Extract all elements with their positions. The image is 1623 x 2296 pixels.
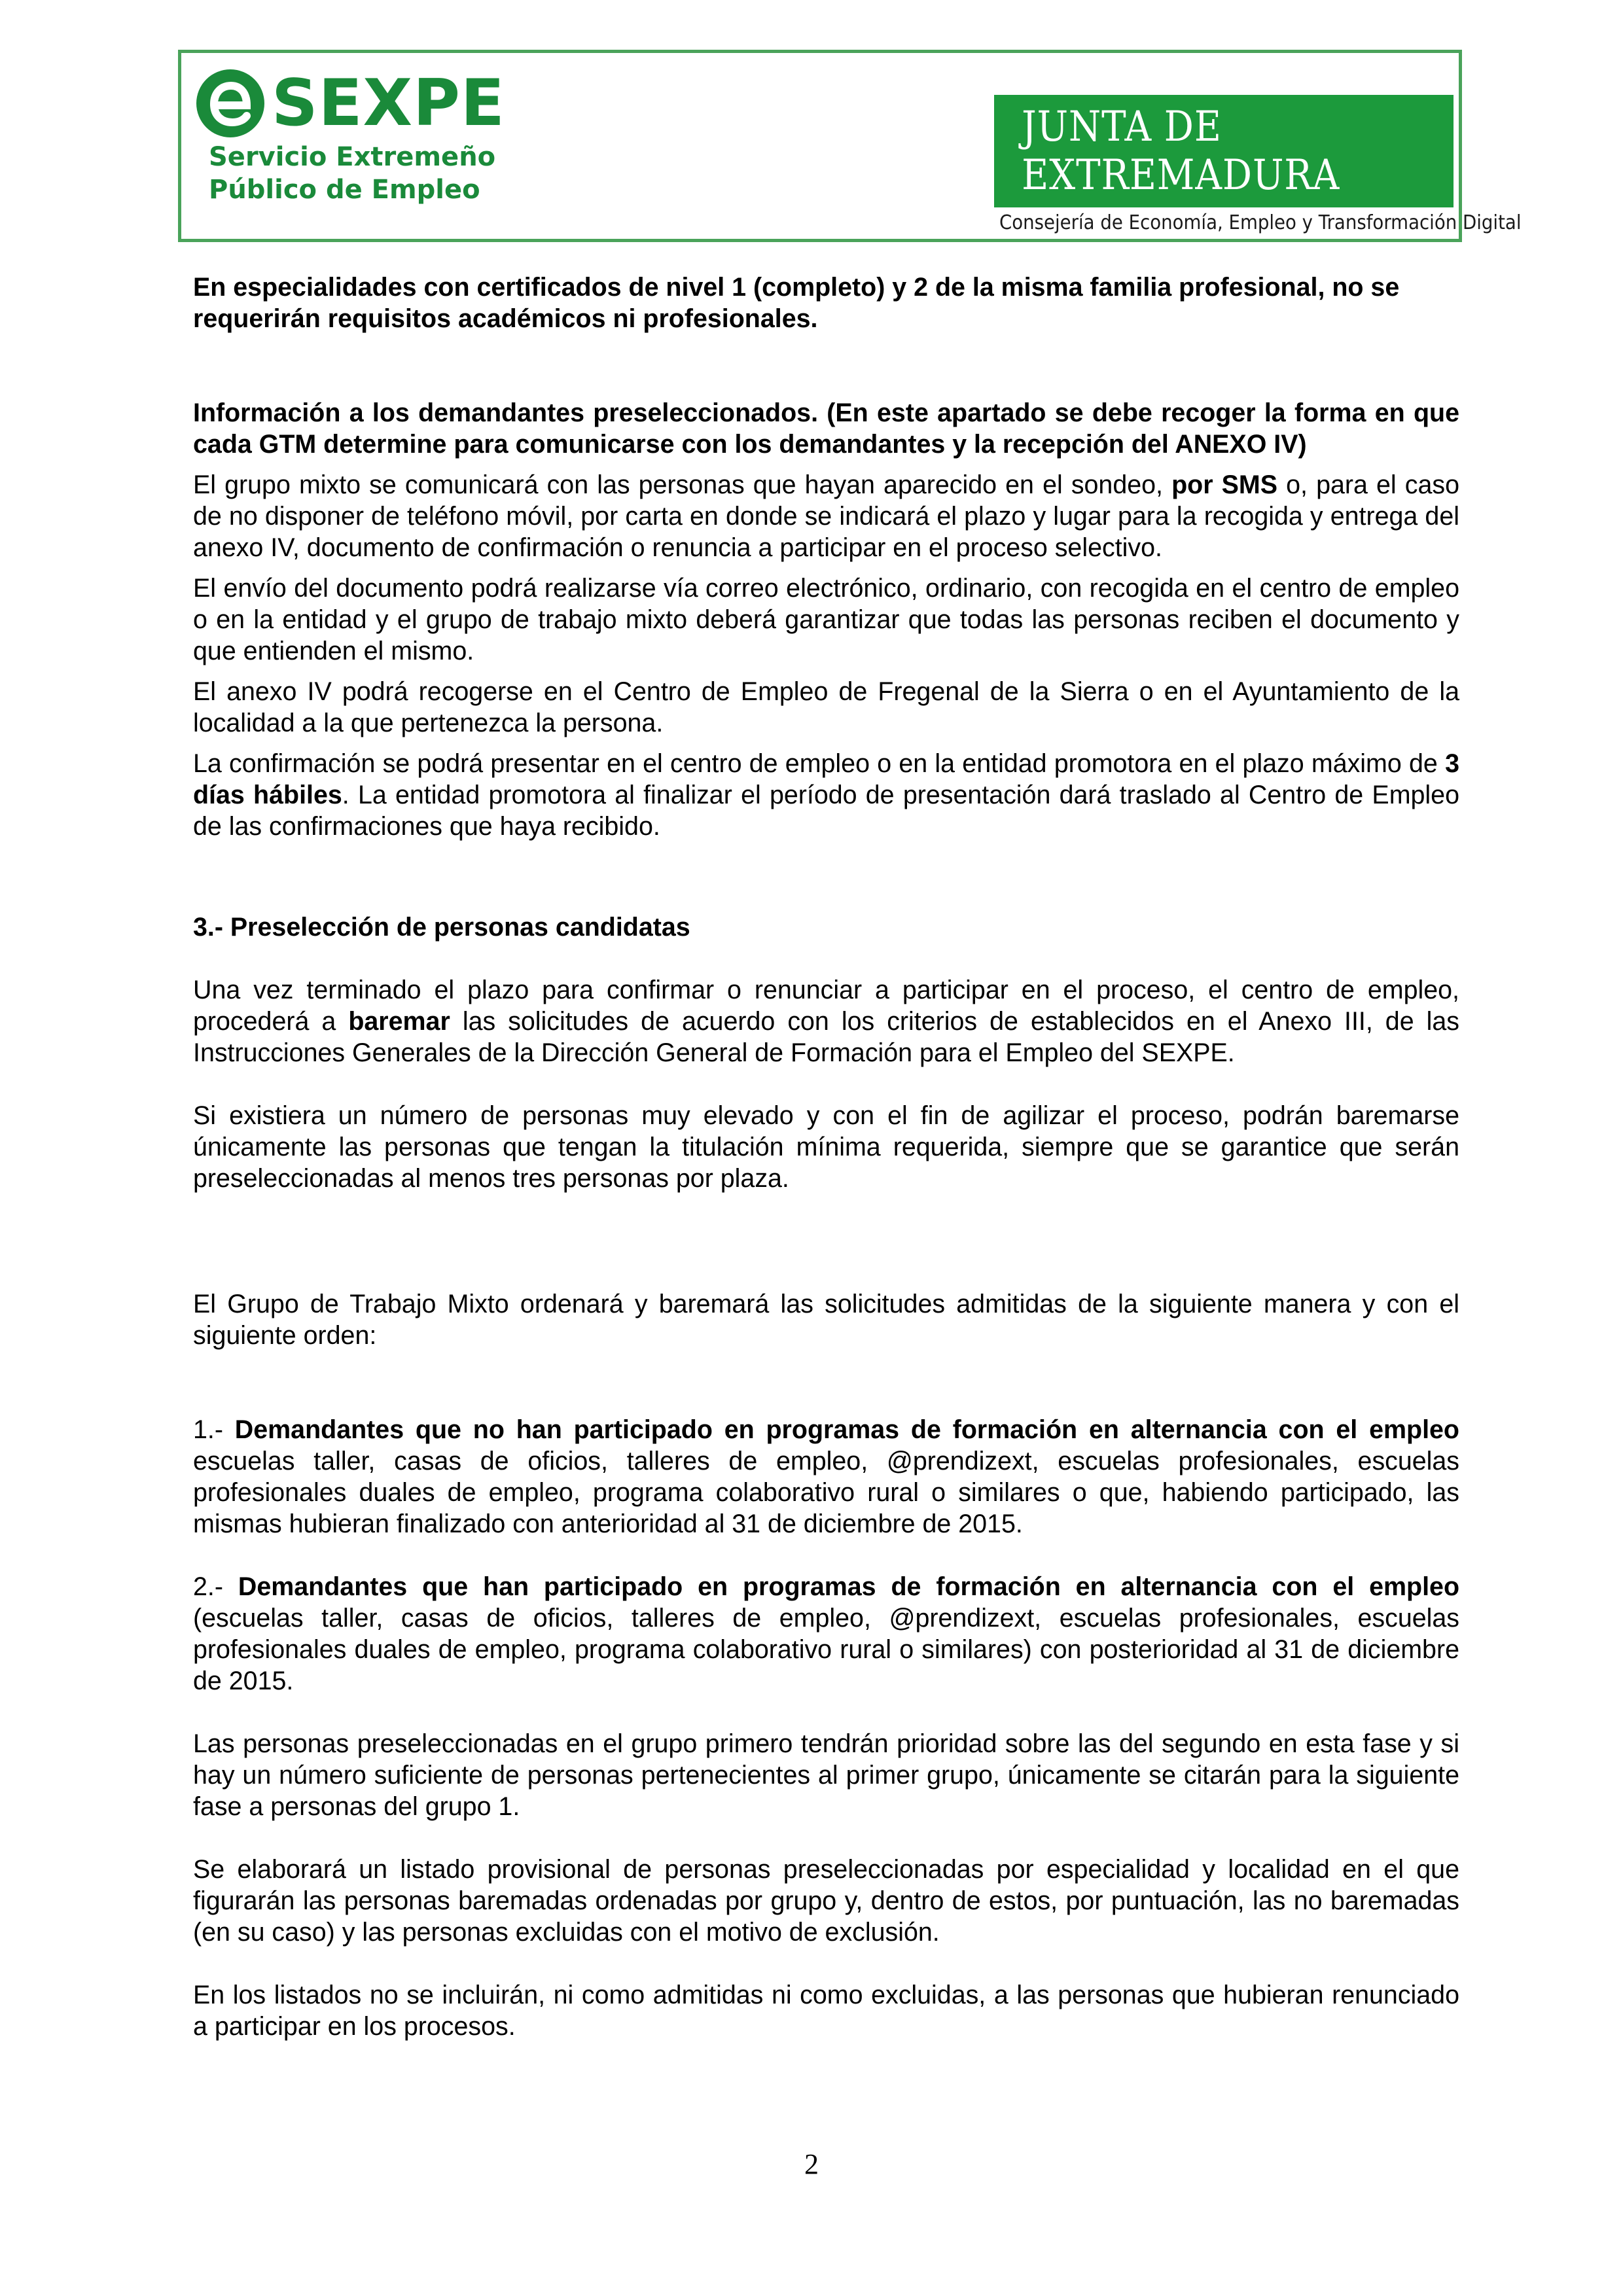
list-number: 2.-: [193, 1572, 238, 1601]
text-run: o, para el caso de no disponer de teléfono móvil, por carta en donde se indicará el plazo y lugar para la recogida y entrega del anexo IV, documento de confirmación o renuncia a participar en el proceso selectivo.: [193, 470, 1459, 562]
intro-paragraph: En especialidades con certificados de nivel 1 (completo) y 2 de la misma familia profesional, no se requerirán requisitos académicos ni profesionales.: [193, 273, 1400, 333]
text-run: La confirmación se podrá presentar en el centro de empleo o en la entidad promotora en el plazo máximo de: [193, 749, 1446, 778]
sexpe-subtitle-line1: Servicio Extremeño: [209, 142, 496, 172]
list-item-group-1: [193, 1414, 1459, 1540]
text-run: . La entidad promotora al finalizar el período de presentación dará traslado al Centro de Empleo de las confirmaciones que haya recibido.: [193, 781, 1459, 841]
document-body: [193, 272, 1459, 2042]
section-3-heading: 3.- Preselección de personas candidatas: [193, 913, 690, 942]
junta-title: JUNTA DE EXTREMADURA: [1022, 103, 1340, 200]
list-number: 1.-: [193, 1415, 235, 1444]
paragraph-order-intro: El Grupo de Trabajo Mixto ordenará y baremará las solicitudes admitidas de la siguiente manera y con el siguiente orden:: [193, 1290, 1459, 1350]
text-run-bold: Demandantes que han participado en programas de formación en alternancia con el empleo: [238, 1572, 1459, 1601]
sexpe-subtitle: [209, 141, 495, 206]
list-item-group-2: [193, 1571, 1459, 1697]
junta-logo-panel: [994, 95, 1454, 207]
paragraph-large-number: Si existiera un número de personas muy elevado y con el fin de agilizar el proceso, podrán baremarse únicamente las personas que tengan la titulación mínima requerida, siempre que se garantice que serán preseleccionadas al menos tres personas por plaza.: [193, 1101, 1459, 1193]
sexpe-wordmark: SEXPE: [272, 66, 505, 141]
paragraph-confirmation: [193, 748, 1459, 842]
text-run: las solicitudes de acuerdo con los criterios de establecidos en el Anexo III, de las Instrucciones Generales de la Dirección General de Formación para el Empleo del SEXPE.: [193, 1007, 1459, 1067]
junta-subtitle: Consejería de Economía, Empleo y Transformación Digital: [999, 211, 1522, 234]
text-run: escuelas taller, casas de oficios, talleres de empleo, @prendizext, escuelas profesionales, escuelas profesionales duales de empleo, programa colaborativo rural o similares o que, habiendo participado, las mismas hubieran finalizado con anterioridad al 31 de diciembre de 2015.: [193, 1447, 1459, 1538]
text-run-bold: Demandantes que no han participado en programas de formación en alternancia con el empleo: [234, 1415, 1459, 1444]
sexpe-logo-icon: [194, 67, 266, 139]
paragraph-communication: [193, 469, 1459, 563]
paragraph-provisional-list: Se elaborará un listado provisional de personas preseleccionadas por especialidad y localidad en el que figurarán las personas baremadas ordenadas por grupo y, dentro de estos, por puntuación, las no baremadas (en su caso) y las personas excluidas con el motivo de exclusión.: [193, 1855, 1459, 1947]
text-run: (escuelas taller, casas de oficios, talleres de empleo, @prendizext, escuelas profesionales, escuelas profesionales duales de empleo, programa colaborativo rural o similares) con posterioridad al 31 de diciembre de 2015.: [193, 1604, 1459, 1695]
paragraph-scoring: [193, 974, 1459, 1069]
page-number: 2: [804, 2148, 819, 2180]
sexpe-subtitle-line2: Público de Empleo: [209, 175, 480, 205]
letterhead: [178, 50, 1522, 242]
paragraph-priority: Las personas preseleccionadas en el grupo primero tendrán prioridad sobre las del segundo en esta fase y si hay un número suficiente de personas pertenecientes al primer grupo, únicamente se citarán para la siguiente fase a personas del grupo 1.: [193, 1729, 1459, 1821]
paragraph-annex-pickup: El anexo IV podrá recogerse en el Centro de Empleo de Fregenal de la Sierra o en el Ayuntamiento de la localidad a la que pertenezca la persona.: [193, 677, 1459, 737]
info-heading: Información a los demandantes preseleccionados. (En este apartado se debe recoger la forma en que cada GTM determine para comunicarse con los demandantes y la recepción del ANEXO IV): [193, 398, 1459, 459]
text-run-bold: 3 días hábiles: [193, 749, 1459, 809]
text-run: Una vez terminado el plazo para confirmar o renunciar a participar en el proceso, el centro de empleo, procederá a: [193, 976, 1459, 1036]
text-run: El grupo mixto se comunicará con las personas que hayan aparecido en el sondeo,: [193, 470, 1172, 499]
paragraph-sending: El envío del documento podrá realizarse vía correo electrónico, ordinario, con recogida en el centro de empleo o en la entidad y el grupo de trabajo mixto deberá garantizar que todas las personas reciben el documento y que entienden el mismo.: [193, 574, 1459, 665]
text-run-bold: por SMS: [1171, 470, 1278, 499]
paragraph-exclusions: En los listados no se incluirán, ni como admitidas ni como excluidas, a las personas que hubieran renunciado a participar en los procesos.: [193, 1981, 1459, 2041]
text-run-bold: baremar: [348, 1007, 450, 1036]
